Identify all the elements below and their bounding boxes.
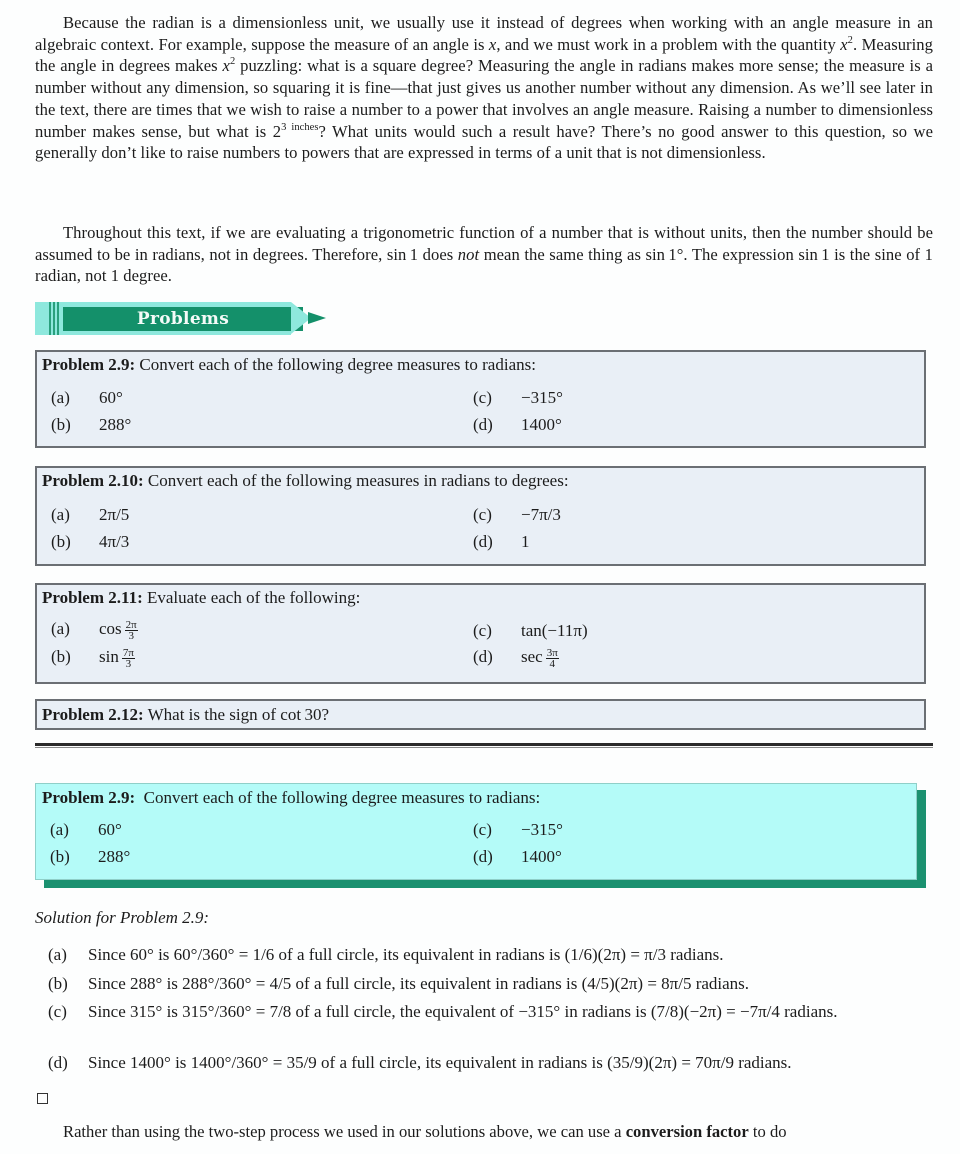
emphasis: not xyxy=(457,244,480,264)
item-label: (b) xyxy=(50,847,70,866)
math-var: x xyxy=(488,34,497,54)
problem-number: Problem 2.9: xyxy=(42,355,136,374)
solution-text: Since 315° is 315°/360° = 7/8 of a full circle, the equivalent of −315° in radians is (7/8)(−2π) = −7π/4 radians. xyxy=(88,1002,838,1021)
item-label: (a) xyxy=(51,388,70,407)
denominator: 4 xyxy=(549,657,555,670)
problem-item xyxy=(463,505,561,525)
item-value: 2π/5 xyxy=(99,505,130,524)
problem-title xyxy=(42,705,329,725)
section-divider-thin xyxy=(35,747,933,748)
problem-item xyxy=(463,847,562,867)
problem-item xyxy=(41,532,129,552)
text-run: , and we must work in a problem with the quantity xyxy=(496,34,841,54)
text-run: to do xyxy=(748,1122,787,1141)
denominator: 3 xyxy=(128,629,134,642)
solution-item xyxy=(48,973,934,995)
item-value: 60° xyxy=(98,820,122,839)
function-name: sin xyxy=(99,647,119,666)
problem-prompt: Convert each of the following degree measures to radians: xyxy=(135,355,536,374)
item-label: (c) xyxy=(473,820,492,839)
problem-prompt: Convert each of the following degree measures to radians: xyxy=(135,788,541,807)
solution-text: Since 288° is 288°/360° = 4/5 of a full circle, its equivalent in radians is (4/5)(2π) = 8π/5 radians. xyxy=(88,974,750,993)
item-label: (b) xyxy=(51,647,71,666)
problem-prompt: What is the sign of cot 30? xyxy=(143,705,330,724)
text-run: Because the radian is a dimensionless unit, we usually use it instead of degrees when working with an angle measure in an algebraic context. For example, suppose the measure of an angle is xyxy=(35,13,933,54)
numerator: 2π xyxy=(125,618,137,631)
item-value: 4π/3 xyxy=(99,532,130,551)
problem-title xyxy=(42,588,360,608)
problem-box-2-12 xyxy=(35,699,926,730)
banner-label: Problems xyxy=(136,309,230,329)
denominator: 3 xyxy=(125,657,132,670)
item-label: (a) xyxy=(51,619,70,638)
item-value: 288° xyxy=(99,415,132,434)
math-var: x xyxy=(222,56,230,76)
problem-item xyxy=(463,647,559,669)
text-run: ? What units would such a result have? There’s no good answer to this question, so we generally don’t like to raise numbers to powers that are expressed in terms of a unit that is not dimensionless. xyxy=(35,121,933,163)
item-label: (a) xyxy=(51,505,70,524)
item-label: (c) xyxy=(473,621,492,640)
text-run: . Measuring the angle in degrees makes xyxy=(35,34,933,76)
section-divider xyxy=(35,743,933,746)
problem-item xyxy=(463,415,562,435)
problem-title xyxy=(42,788,540,808)
item-value: −315° xyxy=(521,388,563,407)
problem-number: Problem 2.10: xyxy=(42,471,144,490)
problem-item xyxy=(41,505,129,525)
numerator: 3π xyxy=(546,646,558,659)
item-label: (c) xyxy=(473,505,492,524)
item-value: 1400° xyxy=(521,415,562,434)
item-label: (d) xyxy=(48,1053,68,1072)
bold-term: conversion factor xyxy=(625,1122,749,1141)
problem-title xyxy=(42,355,536,375)
fraction xyxy=(546,648,559,669)
solution-item xyxy=(48,1001,934,1023)
item-label: (b) xyxy=(51,532,71,551)
function-name: cos xyxy=(99,619,122,638)
problem-item xyxy=(40,820,122,840)
item-label: (b) xyxy=(51,415,71,434)
problem-item xyxy=(463,388,563,408)
problem-item xyxy=(463,820,563,840)
problem-box-2-10 xyxy=(35,466,926,566)
item-value: −315° xyxy=(521,820,563,839)
qed-square-icon xyxy=(37,1093,48,1104)
solution-text: Since 60° is 60°/360° = 1/6 of a full circle, its equivalent in radians is (1/6)(2π) = π/3 radians. xyxy=(88,945,724,964)
pencil-ferrule xyxy=(49,302,61,335)
item-value: 288° xyxy=(98,847,131,866)
problem-item xyxy=(40,847,130,867)
problem-item xyxy=(41,415,131,435)
math-var: x xyxy=(840,34,848,54)
problem-box-2-9 xyxy=(35,350,926,448)
item-label: (c) xyxy=(473,388,492,407)
intro-paragraph-2 xyxy=(35,222,933,287)
text-run: mean the same thing as sin 1°. The expression sin 1 is the sine of 1 radian, not 1 degree. xyxy=(35,244,934,286)
function-name: sec xyxy=(521,647,543,666)
intro-paragraph-1 xyxy=(35,12,933,164)
problem-number: Problem 2.11: xyxy=(42,588,143,607)
solution-title: Solution for Problem 2.9: xyxy=(35,908,210,927)
problem-item xyxy=(41,388,123,408)
superscript: 3 inches xyxy=(281,121,319,133)
item-value: −7π/3 xyxy=(521,505,561,524)
text-run: Throughout this text, if we are evaluating a trigonometric function of a number that is without units, then the number should be assumed to be in radians, not in degrees. Therefore, sin 1 does xyxy=(35,223,933,264)
problem-title xyxy=(42,471,569,491)
problem-box-2-11 xyxy=(35,583,926,684)
problem-prompt: Convert each of the following measures in radians to degrees: xyxy=(143,471,569,490)
problem-prompt: Evaluate each of the following: xyxy=(142,588,361,607)
item-value: 1400° xyxy=(521,847,562,866)
problem-number: Problem 2.9: xyxy=(42,788,136,807)
item-label: (c) xyxy=(48,1002,67,1021)
highlight-problem-box xyxy=(35,783,917,880)
pencil-lead-icon xyxy=(308,312,326,324)
problem-item xyxy=(463,532,530,552)
item-label: (d) xyxy=(473,415,493,434)
problem-item xyxy=(41,619,138,641)
item-label: (a) xyxy=(48,945,67,964)
problem-number: Problem 2.12: xyxy=(42,705,144,724)
item-value: 1 xyxy=(521,532,530,551)
text-run: puzzling: what is a square degree? Measuring the angle in radians makes more sense; the measure is a number without any dimension, so squaring it is fine—that just gives us another number without any dimension. As we’ll see later in the text, there are times that we wish to raise a number to a power that involves an angle measure. Raising a number to dimensionless number makes sense, but what is 2 xyxy=(35,56,933,141)
problem-item xyxy=(463,621,588,641)
superscript: 2 xyxy=(229,56,236,68)
solution-item xyxy=(48,1052,934,1074)
item-label: (b) xyxy=(48,974,68,993)
problems-banner xyxy=(35,302,330,335)
text-run: Rather than using the two-step process we used in our solutions above, we can use a xyxy=(63,1122,626,1141)
solution-text: Since 1400° is 1400°/360° = 35/9 of a full circle, its equivalent in radians is (35/9)(2π) = 70π/9 radians. xyxy=(88,1053,792,1072)
closing-paragraph xyxy=(35,1122,933,1142)
numerator: 7π xyxy=(122,646,134,659)
superscript: 2 xyxy=(847,34,853,46)
item-label: (d) xyxy=(473,847,493,866)
item-label: (a) xyxy=(50,820,69,839)
fraction xyxy=(125,620,138,641)
item-label: (d) xyxy=(473,532,493,551)
problem-item xyxy=(41,647,135,669)
item-value: tan(−11π) xyxy=(521,621,588,640)
item-label: (d) xyxy=(473,647,493,666)
solution-item xyxy=(48,944,934,966)
item-value: 60° xyxy=(99,388,123,407)
fraction xyxy=(122,648,135,669)
